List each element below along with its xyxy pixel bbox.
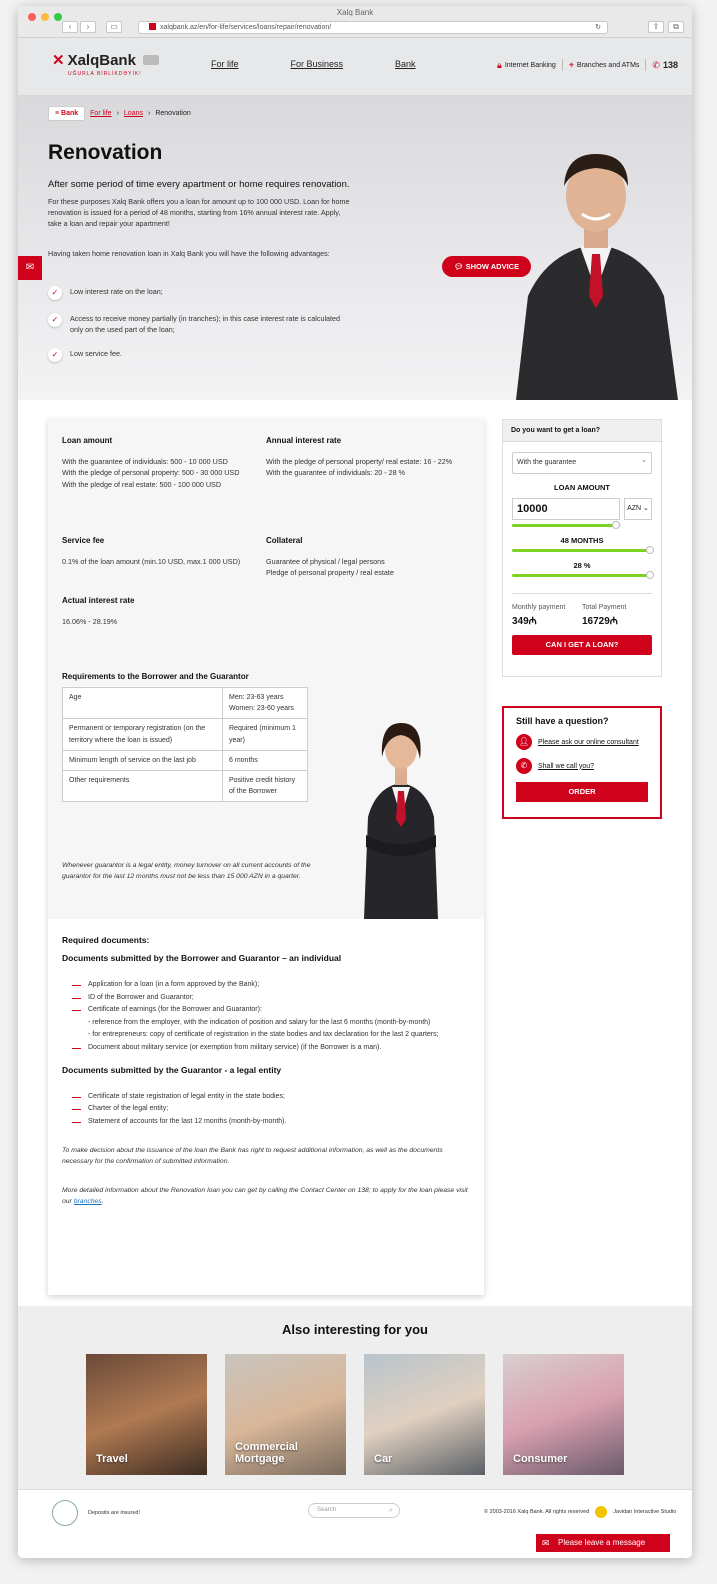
reload-icon[interactable]: ↻ bbox=[595, 24, 601, 31]
nav-for-business[interactable]: For Business bbox=[290, 59, 344, 69]
consultant-photo bbox=[506, 126, 686, 400]
total-value: 16729₼ bbox=[582, 616, 618, 627]
search-placeholder: Search bbox=[317, 1507, 337, 1513]
footer bbox=[18, 1489, 692, 1558]
currency-value: AZN bbox=[627, 505, 642, 512]
table-cell: Age bbox=[63, 688, 223, 719]
loan-calculator bbox=[502, 419, 662, 677]
amount-slider[interactable] bbox=[512, 524, 621, 527]
monthly-value: 349₼ bbox=[512, 616, 537, 627]
branches-link[interactable]: branches bbox=[73, 1197, 102, 1205]
advantages-list bbox=[48, 286, 348, 375]
footnote-end: . bbox=[101, 1197, 104, 1205]
section-title: Also interesting for you bbox=[282, 1322, 428, 1337]
list-item: Certificate of earnings (for the Borrower and Guarantor): - reference from the employer, with the indication of position and salary for the last 6 months (month-by-month) - for entrepreneurs: copy of certificate of registration in the state bodies and tax declaration for the last 2 quarters; bbox=[72, 1004, 470, 1042]
footnote-decision: To make decision about the issuance of the loan the Bank has right to request additional information, as well as the documents necessary for the confirmation of submitted information. bbox=[62, 1147, 443, 1166]
tile-commercial-mortgage[interactable] bbox=[225, 1354, 346, 1475]
search-icon[interactable]: ⌕ bbox=[389, 1507, 393, 1514]
phone-icon: ✆ bbox=[516, 758, 532, 774]
interest-rate-title: Annual interest rate bbox=[266, 436, 342, 445]
sidebar-icon[interactable]: ▭ bbox=[106, 21, 122, 33]
table-cell: Other requirements bbox=[63, 770, 223, 801]
table-cell: Men: 23-63 years Women: 23-60 years bbox=[223, 688, 308, 719]
list-item: Certificate of state registration of legal entity in the state bodies; bbox=[72, 1091, 470, 1104]
months-label: 48 MONTHS bbox=[560, 536, 604, 545]
calculator-results bbox=[512, 593, 652, 627]
mail-icon[interactable]: ✉ bbox=[18, 256, 42, 280]
loan-amount-label: LOAN AMOUNT bbox=[554, 483, 610, 492]
table-cell: Permanent or temporary registration (on the territory where the loan is issued) bbox=[63, 719, 223, 750]
list-item: Document about military service (or exemption from military service) (if the Borrower is a man). bbox=[72, 1042, 470, 1055]
collateral-line: Guarantee of physical / legal persons bbox=[266, 556, 385, 566]
individual-docs-title: Documents submitted by the Borrower and Guarantor – an individual bbox=[62, 953, 342, 963]
tile-label: Consumer bbox=[513, 1452, 568, 1465]
interest-rate-block bbox=[266, 435, 466, 479]
table-cell: 6 months bbox=[223, 750, 308, 770]
url-text: xalqbank.az/en/for-life/services/loans/repair/renovation/ bbox=[160, 24, 332, 31]
loan-amount-line: With the pledge of real estate: 500 - 100 000 USD bbox=[62, 479, 222, 489]
loan-amount-line: With the guarantee of individuals: 500 - 10 000 USD bbox=[62, 456, 228, 466]
actual-rate-title: Actual interest rate bbox=[62, 596, 135, 605]
actual-rate-block bbox=[62, 595, 252, 627]
user-icon: 👤︎ bbox=[516, 734, 532, 750]
interest-line: With the pledge of personal property/ real estate: 16 - 22% bbox=[266, 456, 453, 466]
slider-handle[interactable] bbox=[646, 546, 654, 554]
studio-name[interactable]: Javidan Interactive Studio bbox=[613, 1509, 677, 1515]
currency-select[interactable]: AZN ⌄ bbox=[624, 498, 652, 520]
deposit-insurance[interactable] bbox=[52, 1500, 140, 1526]
tile-label: Commercial Mortgage bbox=[235, 1440, 298, 1465]
tile-label: Car bbox=[374, 1452, 393, 1465]
loan-details bbox=[48, 419, 484, 1295]
rate-slider[interactable] bbox=[512, 574, 652, 577]
monthly-payment bbox=[512, 604, 582, 627]
list-item: Charter of the legal entity; bbox=[72, 1103, 470, 1116]
deposit-seal-icon bbox=[52, 1500, 78, 1526]
copyright-text: © 2003-2016 Xalq Bank. All rights reserved bbox=[484, 1509, 590, 1515]
legal-docs-title: Documents submitted by the Guarantor - a legal entity bbox=[62, 1064, 282, 1075]
breadcrumb-separator: › bbox=[116, 110, 119, 117]
loan-amount-title: Loan amount bbox=[62, 436, 113, 445]
breadcrumb-loans[interactable]: Loans bbox=[123, 110, 143, 117]
window-title: Xalq Bank bbox=[336, 8, 374, 17]
logo-name: XalqBank bbox=[67, 51, 136, 69]
table-row bbox=[63, 719, 308, 750]
logo[interactable] bbox=[52, 51, 159, 77]
branches-link[interactable]: Branches and ATMs bbox=[576, 61, 640, 69]
check-icon: ✓ bbox=[48, 286, 62, 300]
service-fee-text: 0.1% of the loan amount (min.10 USD, max.1 000 USD) bbox=[62, 556, 241, 566]
deposits-text: Deposits are insured! bbox=[88, 1510, 140, 1516]
breadcrumb-current: Renovation bbox=[155, 110, 191, 117]
slider-handle[interactable] bbox=[646, 571, 654, 579]
consultant-woman-photo bbox=[356, 707, 446, 919]
breadcrumb-separator: › bbox=[147, 110, 151, 117]
hero-description: For these purposes Xalq Bank offers you a loan for amount up to 100 000 USD. Loan for home renovation is issued for a period of 48 months, starting from 16% annual interest rate. Apply, take a loan and repair your apartment! bbox=[48, 197, 350, 229]
phone-number[interactable]: 138 bbox=[662, 60, 678, 70]
copyright bbox=[484, 1506, 676, 1518]
service-fee-block bbox=[62, 535, 252, 567]
call-back-link[interactable]: Shall we call you? bbox=[538, 762, 595, 770]
table-row bbox=[63, 688, 308, 719]
hero bbox=[18, 96, 692, 400]
collateral-title: Collateral bbox=[266, 536, 303, 545]
table-row bbox=[63, 750, 308, 770]
slider-fill bbox=[512, 549, 652, 552]
question-box bbox=[502, 706, 662, 819]
table-cell: Minimum length of service on the last job bbox=[63, 750, 223, 770]
question-title: Still have a question? bbox=[516, 716, 609, 726]
list-item bbox=[48, 286, 348, 300]
breadcrumb-bank-button[interactable]: ≡ Bank bbox=[48, 106, 85, 121]
check-icon: ✓ bbox=[48, 313, 62, 327]
total-payment bbox=[582, 604, 652, 627]
list-item: ID of the Borrower and Guarantor; bbox=[72, 992, 470, 1005]
service-fee-title: Service fee bbox=[62, 536, 105, 545]
table-row bbox=[63, 770, 308, 801]
check-icon: ✓ bbox=[48, 348, 62, 362]
calculator-title: Do you want to get a loan? bbox=[503, 420, 661, 442]
individual-docs-list bbox=[72, 979, 470, 1055]
documents-title: Required documents: bbox=[62, 935, 150, 945]
lock-icon: 🔒︎ bbox=[497, 59, 502, 70]
loan-amount-input[interactable]: 10000 bbox=[512, 498, 620, 520]
footnote-contact bbox=[62, 1186, 470, 1208]
browser-titlebar bbox=[18, 6, 692, 38]
advantages-intro: Having taken home renovation loan in Xalq Bank you will have the following advantages: bbox=[48, 249, 330, 258]
online-consultant-link[interactable]: Please ask our online consultant bbox=[538, 738, 639, 746]
list-item: Application for a loan (in a form approved by the Bank); bbox=[72, 979, 470, 992]
back-icon[interactable]: ‹ bbox=[62, 21, 78, 33]
logo-x-icon: ✕ bbox=[52, 52, 65, 69]
show-advice-label: SHOW ADVICE bbox=[465, 262, 520, 271]
main-nav bbox=[211, 59, 468, 69]
collateral-block bbox=[266, 535, 466, 579]
search-input[interactable] bbox=[308, 1503, 400, 1518]
guarantor-note: Whenever guarantor is a legal entity, money turnover on all current accounts of the guarantor for the last 12 months must not be less than 15 000 AZN in a quarter. bbox=[62, 862, 311, 880]
address-bar[interactable] bbox=[138, 21, 608, 34]
requirements-title: Requirements to the Borrower and the Guarantor bbox=[62, 672, 249, 681]
rate-label: 28 % bbox=[573, 561, 591, 570]
table-cell: Required (minimum 1 year) bbox=[223, 719, 308, 750]
also-interesting bbox=[18, 1306, 692, 1489]
loan-amount-line: With the pledge of personal property: 500 - 30 000 USD bbox=[62, 468, 240, 478]
location-pin-icon: ⌖ bbox=[568, 59, 574, 70]
order-button[interactable]: ORDER bbox=[516, 782, 648, 802]
interest-line: With the guarantee of individuals: 20 - 28 % bbox=[266, 468, 406, 478]
tile-car[interactable] bbox=[364, 1354, 485, 1475]
legal-docs-list bbox=[72, 1091, 470, 1129]
page-title: Renovation bbox=[48, 141, 163, 164]
leave-message-button[interactable]: ✉ Please leave a message bbox=[536, 1534, 670, 1552]
nav-for-life[interactable]: For life bbox=[211, 59, 239, 69]
requirements-table bbox=[62, 687, 308, 802]
advantage-text: Access to receive money partially (in tranches); in this case interest rate is calculated only on the used part of the loan; bbox=[70, 314, 341, 335]
slider-fill bbox=[512, 574, 652, 577]
tile-label: Travel bbox=[96, 1452, 128, 1465]
tile-consumer[interactable] bbox=[503, 1354, 624, 1475]
favicon-icon bbox=[149, 23, 156, 30]
site-header bbox=[18, 38, 692, 96]
table-cell: Positive credit history of the Borrower bbox=[223, 770, 308, 801]
months-slider[interactable] bbox=[512, 549, 652, 552]
slider-handle[interactable] bbox=[612, 521, 620, 529]
guarantee-select[interactable]: With the guarantee ⌄ bbox=[512, 452, 652, 474]
header-utilities bbox=[497, 59, 678, 71]
advantage-text: Low service fee. bbox=[70, 349, 122, 359]
tile-travel[interactable] bbox=[86, 1354, 207, 1475]
card-icon bbox=[143, 55, 159, 65]
breadcrumb-for-life[interactable]: For life bbox=[90, 110, 112, 117]
internet-banking-link[interactable]: Internet Banking bbox=[504, 61, 556, 69]
studio-logo-icon[interactable] bbox=[595, 1506, 607, 1518]
breadcrumb bbox=[48, 106, 191, 121]
tabs-icon[interactable]: ⧉ bbox=[668, 21, 684, 33]
list-item bbox=[48, 348, 348, 362]
total-label: Total Payment bbox=[582, 604, 627, 611]
get-loan-button[interactable]: CAN I GET A LOAN? bbox=[512, 635, 652, 655]
nav-bank[interactable]: Bank bbox=[395, 59, 416, 69]
list-item: Statement of accounts for the last 12 months (month-by-month). bbox=[72, 1116, 470, 1129]
forward-icon[interactable]: › bbox=[80, 21, 96, 33]
hero-lead: After some period of time every apartment or home requires renovation. bbox=[48, 179, 350, 190]
logo-slogan: UĞURLA BİRLİKDƏYİK! bbox=[68, 71, 142, 77]
loan-amount-block bbox=[62, 435, 252, 490]
advantage-text: Low interest rate on the loan; bbox=[70, 287, 163, 296]
required-documents bbox=[48, 919, 484, 1295]
phone-icon: ✆ bbox=[652, 59, 660, 70]
list-item bbox=[48, 313, 348, 335]
actual-rate-text: 16.06% - 28.19% bbox=[62, 616, 118, 626]
footnote-text: More detailed information about the Renovation loan you can get by calling the Contact Center on 138; to apply for the loan please visit our bbox=[62, 1187, 468, 1205]
slider-fill bbox=[512, 524, 618, 527]
browser-window bbox=[18, 6, 692, 1558]
chat-icon: 💬︎ bbox=[454, 262, 466, 271]
share-icon[interactable]: ⇪ bbox=[648, 21, 664, 33]
monthly-label: Monthly payment bbox=[512, 604, 566, 611]
collateral-line: Pledge of personal property / real estate bbox=[266, 568, 394, 578]
